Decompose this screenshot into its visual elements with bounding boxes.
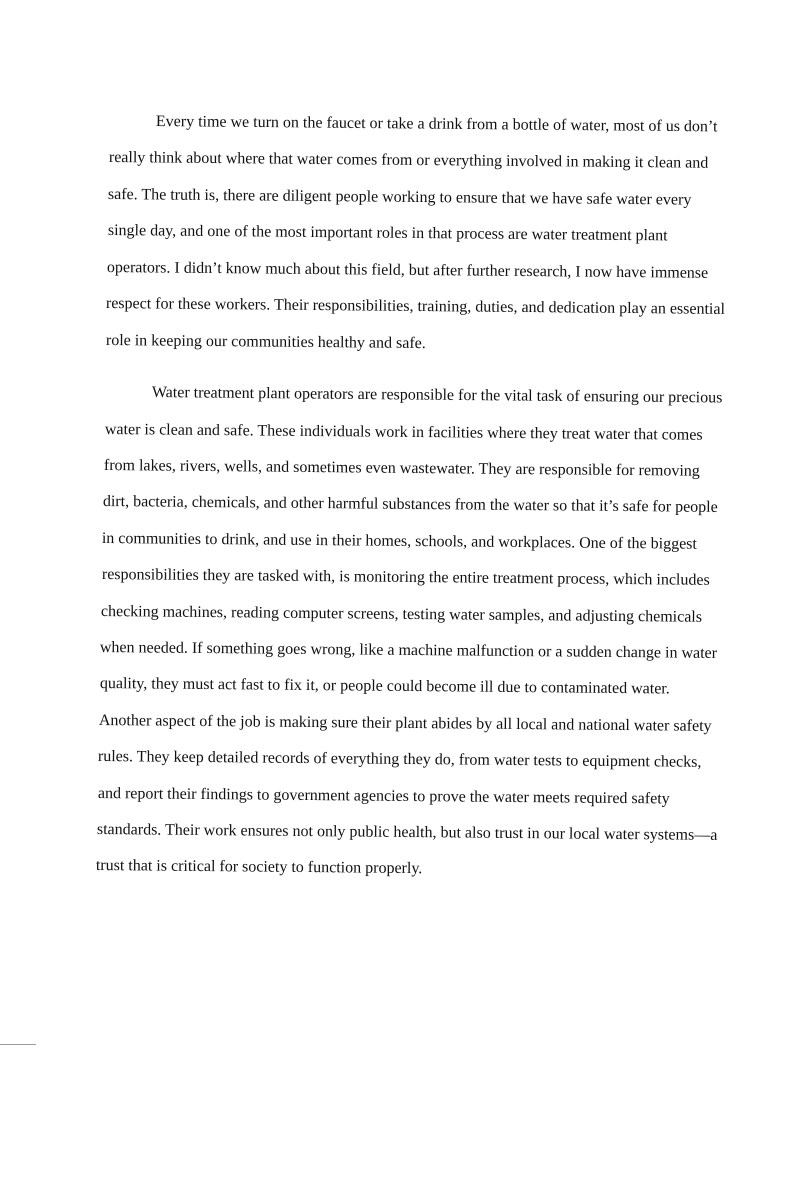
paragraph-2-line-11: rules. They keep detailed records of everything they do, from water tests to equipment checks, [97,747,702,771]
paragraph-2-line-14: trust that is critical for society to function properly. [95,856,423,878]
paragraph-2-line-8: when needed. If something goes wrong, like a machine malfunction or a sudden change in water [99,638,718,662]
paragraph-2-line-13: standards. Their work ensures not only public health, but also trust in our local water systems—a [96,820,718,844]
paragraph-2-line-3: from lakes, rivers, wells, and sometimes even wastewater. They are responsible for removing [103,456,700,480]
paragraph-2-line-1: Water treatment plant operators are responsible for the vital task of ensuring our precious [151,383,723,407]
paragraph-2-line-9: quality, they must act fast to fix it, or people could become ill due to contaminated water. [99,674,670,698]
paragraph-1-line-6: respect for these workers. Their responsibilities, training, duties, and dedication play an essential [105,294,726,318]
paragraph-2-line-2: water is clean and safe. These individuals work in facilities where they treat water that comes [104,420,703,444]
paragraph-1-line-7: role in keeping our communities healthy and safe. [105,331,426,353]
paragraph-2-line-7: checking machines, reading computer screens, testing water samples, and adjusting chemicals [100,602,703,626]
paragraph-1-line-5: operators. I didn’t know much about this field, but after further research, I now have immense [106,258,709,282]
paragraph-1-line-4: single day, and one of the most important roles in that process are water treatment plant [107,221,668,245]
paragraph-2-line-6: responsibilities they are tasked with, is monitoring the entire treatment process, which includes [101,565,710,589]
paragraph-1-line-2: really think about where that water comes from or everything involved in making it clean and [108,148,709,172]
paragraph-1-line-3: safe. The truth is, there are diligent people working to ensure that we have safe water every [107,185,692,209]
paragraph-2-line-12: and report their findings to government agencies to prove the water meets required safety [97,784,670,808]
paragraph-2-line-4: dirt, bacteria, chemicals, and other harmful substances from the water so that it’s safe for people [102,492,718,516]
paragraph-2-line-5: in communities to drink, and use in their homes, schools, and workplaces. One of the biggest [101,529,697,553]
paragraph-2-line-10: Another aspect of the job is making sure their plant abides by all local and national water safety [98,711,712,735]
scan-edge-mark [0,1044,36,1045]
paragraph-1-line-1: Every time we turn on the faucet or take a drink from a bottle of water, most of us don’t [155,112,718,136]
